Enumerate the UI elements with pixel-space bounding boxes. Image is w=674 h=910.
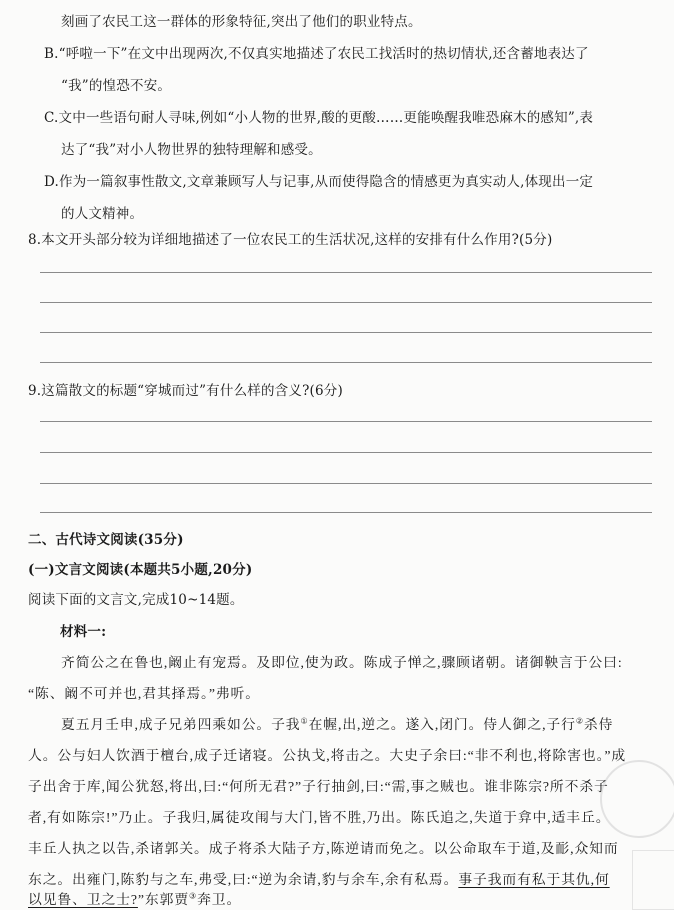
- passage-p2-line3: 子出舍于库,闻公犹怒,将出,曰:“何所无君?”子行抽剑,曰:“需,事之贼也。谁非陈宗?所不杀子: [28, 779, 609, 794]
- passage-p2-line5: 丰丘人执之以告,杀诸郭关。成子将杀大陆子方,陈逆请而免之。以公命取车于道,及耏,众知而: [28, 841, 619, 856]
- underlined-sentence-part1: 事子我而有私于其仇,何: [458, 872, 610, 887]
- option-c-line2: 达了“我”对小人物世界的独特理解和感受。: [61, 142, 322, 158]
- question-9: 9.这篇散文的标题“穿城而过”有什么样的含义?(6分): [28, 383, 343, 399]
- footnote-marker-1: ①: [300, 716, 309, 726]
- answer-line-q9-4[interactable]: [40, 512, 652, 513]
- passage-p1-line1: 齐简公之在鲁也,阚止有宠焉。及即位,使为政。陈成子惮之,骤顾诸朝。诸御鞅言于公曰:: [61, 655, 623, 670]
- passage-p2-line1: 夏五月壬申,成子兄弟四乘如公。子我①在幄,出,逆之。遂入,闭门。侍人御之,子行②杀侍: [61, 716, 614, 732]
- option-b-line1: B.“呼啦一下”在文中出现两次,不仅真实地描述了农民工找活时的热切情状,还含蓄地表达了: [44, 46, 589, 62]
- answer-line-q9-2[interactable]: [40, 452, 652, 453]
- footnote-marker-3: ③: [189, 891, 198, 901]
- passage-p2-line2: 人。公与妇人饮酒于檀台,成子迁诸寝。公执戈,将击之。大史子余曰:“非不利也,将除害也。”成: [28, 748, 627, 763]
- answer-line-q9-3[interactable]: [40, 483, 652, 484]
- answer-line-q8-1[interactable]: [40, 272, 652, 273]
- answer-line-q8-2[interactable]: [40, 302, 652, 303]
- answer-line-q8-4[interactable]: [40, 362, 652, 363]
- option-b-line2: “我”的惶恐不安。: [61, 78, 172, 94]
- subsection-heading: (一)文言文阅读(本题共5小题,20分): [28, 562, 253, 578]
- option-d-line2: 的人文精神。: [61, 206, 144, 222]
- reading-instruction: 阅读下面的文言文,完成10~14题。: [28, 592, 244, 608]
- watermark-seal: [600, 760, 674, 838]
- footnote-marker-2: ②: [575, 716, 584, 726]
- watermark-badge: [632, 850, 674, 910]
- underlined-sentence-part2: 以见鲁、卫之士?: [28, 892, 138, 907]
- option-a-continuation: 刻画了农民工这一群体的形象特征,突出了他们的职业特点。: [61, 14, 422, 30]
- question-8: 8.本文开头部分较为详细地描述了一位农民工的生活状况,这样的安排有什么作用?(5分): [28, 232, 553, 248]
- option-c-line1: C.文中一些语句耐人寻味,例如“小人物的世界,酸的更酸……更能唤醒我唯恐麻木的感知”,表: [44, 110, 594, 126]
- answer-line-q9-1[interactable]: [40, 421, 652, 422]
- passage-p1-line2: “陈、阚不可并也,君其择焉。”弗听。: [28, 686, 260, 701]
- answer-line-q8-3[interactable]: [40, 332, 652, 333]
- passage-p2-line7: 以见鲁、卫之士?”东郭贾③奔卫。: [28, 891, 242, 907]
- section-heading: 二、古代诗文阅读(35分): [28, 532, 184, 548]
- passage-p2-line6: 东之。出雍门,陈豹与之车,弗受,曰:“逆为余请,豹与余车,余有私焉。事子我而有私于其仇,何: [28, 872, 610, 887]
- option-d-line1: D.作为一篇叙事性散文,文章兼顾写人与记事,从而使得隐含的情感更为真实动人,体现出一定: [44, 174, 594, 190]
- material-label: 材料一:: [60, 624, 107, 640]
- passage-p2-line4: 者,有如陈宗!”乃止。子我归,属徒攻闱与大门,皆不胜,乃出。陈氏追之,失道于弇中,适丰丘。: [28, 810, 611, 825]
